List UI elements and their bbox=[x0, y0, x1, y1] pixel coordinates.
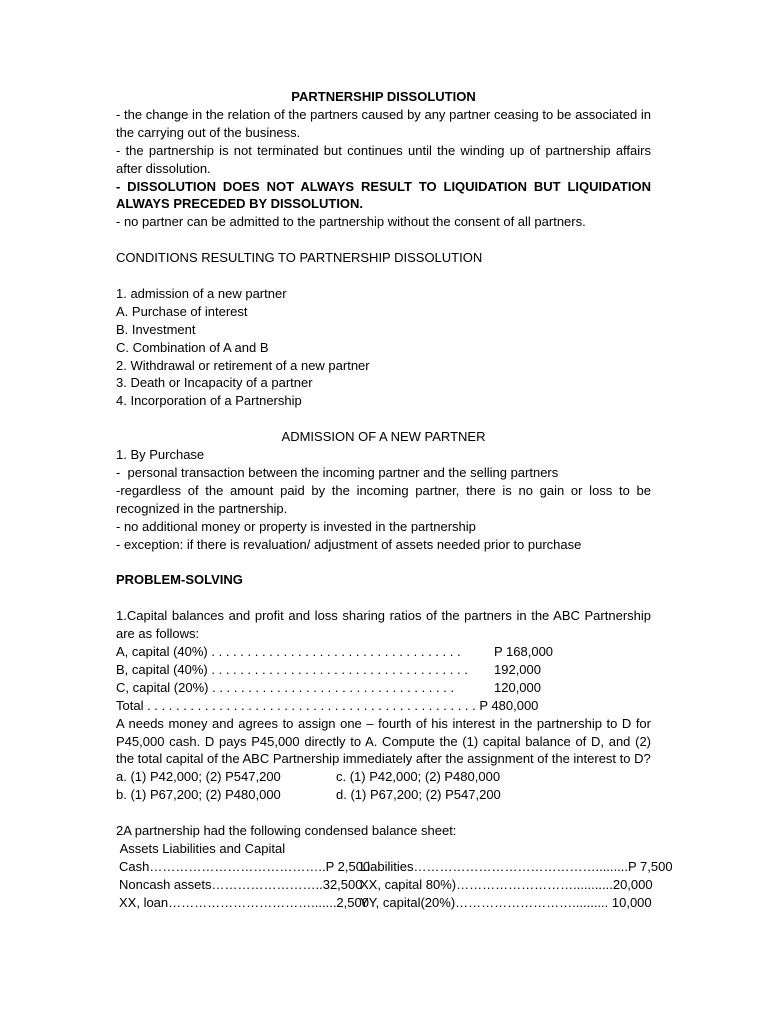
capital-value: 192,000 bbox=[494, 661, 541, 677]
condition-item: B. Investment bbox=[116, 321, 196, 337]
condition-item: A. Purchase of interest bbox=[116, 303, 248, 319]
answer-option: d. (1) P67,200; (2) P547,200 bbox=[336, 787, 501, 803]
condition-item: 3. Death or Incapacity of a partner bbox=[116, 375, 313, 391]
admission-heading: ADMISSION OF A NEW PARTNER bbox=[281, 429, 486, 445]
purchase-point: - personal transaction between the incoming partner and the selling partners bbox=[116, 464, 559, 480]
asset-entry: Cash…………………………………..P 2,500 bbox=[119, 858, 371, 874]
problem-heading: PROBLEM-SOLVING bbox=[116, 572, 243, 588]
balance-sheet-heading: Assets Liabilities and Capital bbox=[116, 840, 286, 856]
balance-sheet-row bbox=[116, 894, 651, 912]
problem1-intro: 1.Capital balances and profit and loss sharing ratios of the partners in the ABC Partnership are as follows: bbox=[116, 608, 655, 642]
bold-note: - DISSOLUTION DOES NOT ALWAYS RESULT TO LIQUIDATION BUT LIQUIDATION ALWAYS PRECEDED BY DISSOLUTION. bbox=[116, 178, 655, 212]
purchase-point: - no additional money or property is invested in the partnership bbox=[116, 518, 476, 534]
balance-sheet-row bbox=[116, 876, 651, 894]
asset-entry: Noncash assets……………………..32,500 bbox=[119, 876, 363, 892]
capital-value: P 168,000 bbox=[494, 644, 554, 660]
capital-row bbox=[116, 643, 651, 661]
capital-label: C, capital (20%) . . . . . . . . . . . . . . . . . . . . . . . . . . . . . . . . . . bbox=[116, 679, 455, 695]
asset-entry: XX, loan…………………………….......2,500 bbox=[119, 894, 369, 910]
answer-option: a. (1) P42,000; (2) P547,200 bbox=[116, 769, 281, 785]
answer-options-row bbox=[116, 768, 651, 786]
definition-line: - the partnership is not terminated but continues until the winding up of partnership affairs after dissolution. bbox=[116, 142, 655, 176]
answer-option: b. (1) P67,200; (2) P480,000 bbox=[116, 787, 281, 803]
capital-row bbox=[116, 661, 651, 679]
purchase-point: -regardless of the amount paid by the incoming partner, there is no gain or loss to be recognized in the partnership. bbox=[116, 482, 655, 516]
balance-sheet-row bbox=[116, 858, 673, 876]
problem1-question: A needs money and agrees to assign one – fourth of his interest in the partnership to D for P45,000 cash. D pays P45,000 directly to A. Compute the (1) capital balance of D, and (2) the total capital of the ABC Partnership immediately after the assignment of the interest to D? bbox=[116, 715, 655, 767]
capital-row bbox=[116, 679, 651, 697]
definition-line: - the change in the relation of the partners caused by any partner ceasing to be associated in the carrying out of the business. bbox=[116, 106, 655, 140]
liability-entry: YY, capital(20%)……………………….......... 10,000 bbox=[360, 894, 652, 910]
page-title: PARTNERSHIP DISSOLUTION bbox=[291, 89, 476, 104]
condition-item: 1. admission of a new partner bbox=[116, 285, 287, 301]
answer-option: c. (1) P42,000; (2) P480,000 bbox=[336, 769, 501, 785]
capital-label: A, capital (40%) . . . . . . . . . . . . . . . . . . . . . . . . . . . . . . . . . . . bbox=[116, 644, 461, 660]
document-page bbox=[116, 88, 673, 911]
conditions-heading: CONDITIONS RESULTING TO PARTNERSHIP DISSOLUTION bbox=[116, 250, 483, 266]
answer-options-row bbox=[116, 786, 651, 804]
purchase-point: - exception: if there is revaluation/ adjustment of assets needed prior to purchase bbox=[116, 536, 582, 552]
capital-value: 120,000 bbox=[494, 679, 541, 695]
problem2-intro: 2A partnership had the following condensed balance sheet: bbox=[116, 822, 457, 838]
liability-entry: Liabilities…………………………………….........P 7,500 bbox=[360, 858, 673, 874]
capital-total: Total . . . . . . . . . . . . . . . . . . . . . . . . . . . . . . . . . . . . . . . . . . . . . . P 480,000 bbox=[116, 697, 539, 713]
condition-item: C. Combination of A and B bbox=[116, 339, 269, 355]
purchase-heading: 1. By Purchase bbox=[116, 447, 205, 463]
consent-note: - no partner can be admitted to the partnership without the consent of all partners. bbox=[116, 214, 586, 230]
capital-label: B, capital (40%) . . . . . . . . . . . . . . . . . . . . . . . . . . . . . . . . . . . . bbox=[116, 661, 468, 677]
condition-item: 2. Withdrawal or retirement of a new partner bbox=[116, 357, 370, 373]
liability-entry: XX, capital 80%)………………………...........20,000 bbox=[360, 876, 653, 892]
condition-item: 4. Incorporation of a Partnership bbox=[116, 393, 302, 409]
